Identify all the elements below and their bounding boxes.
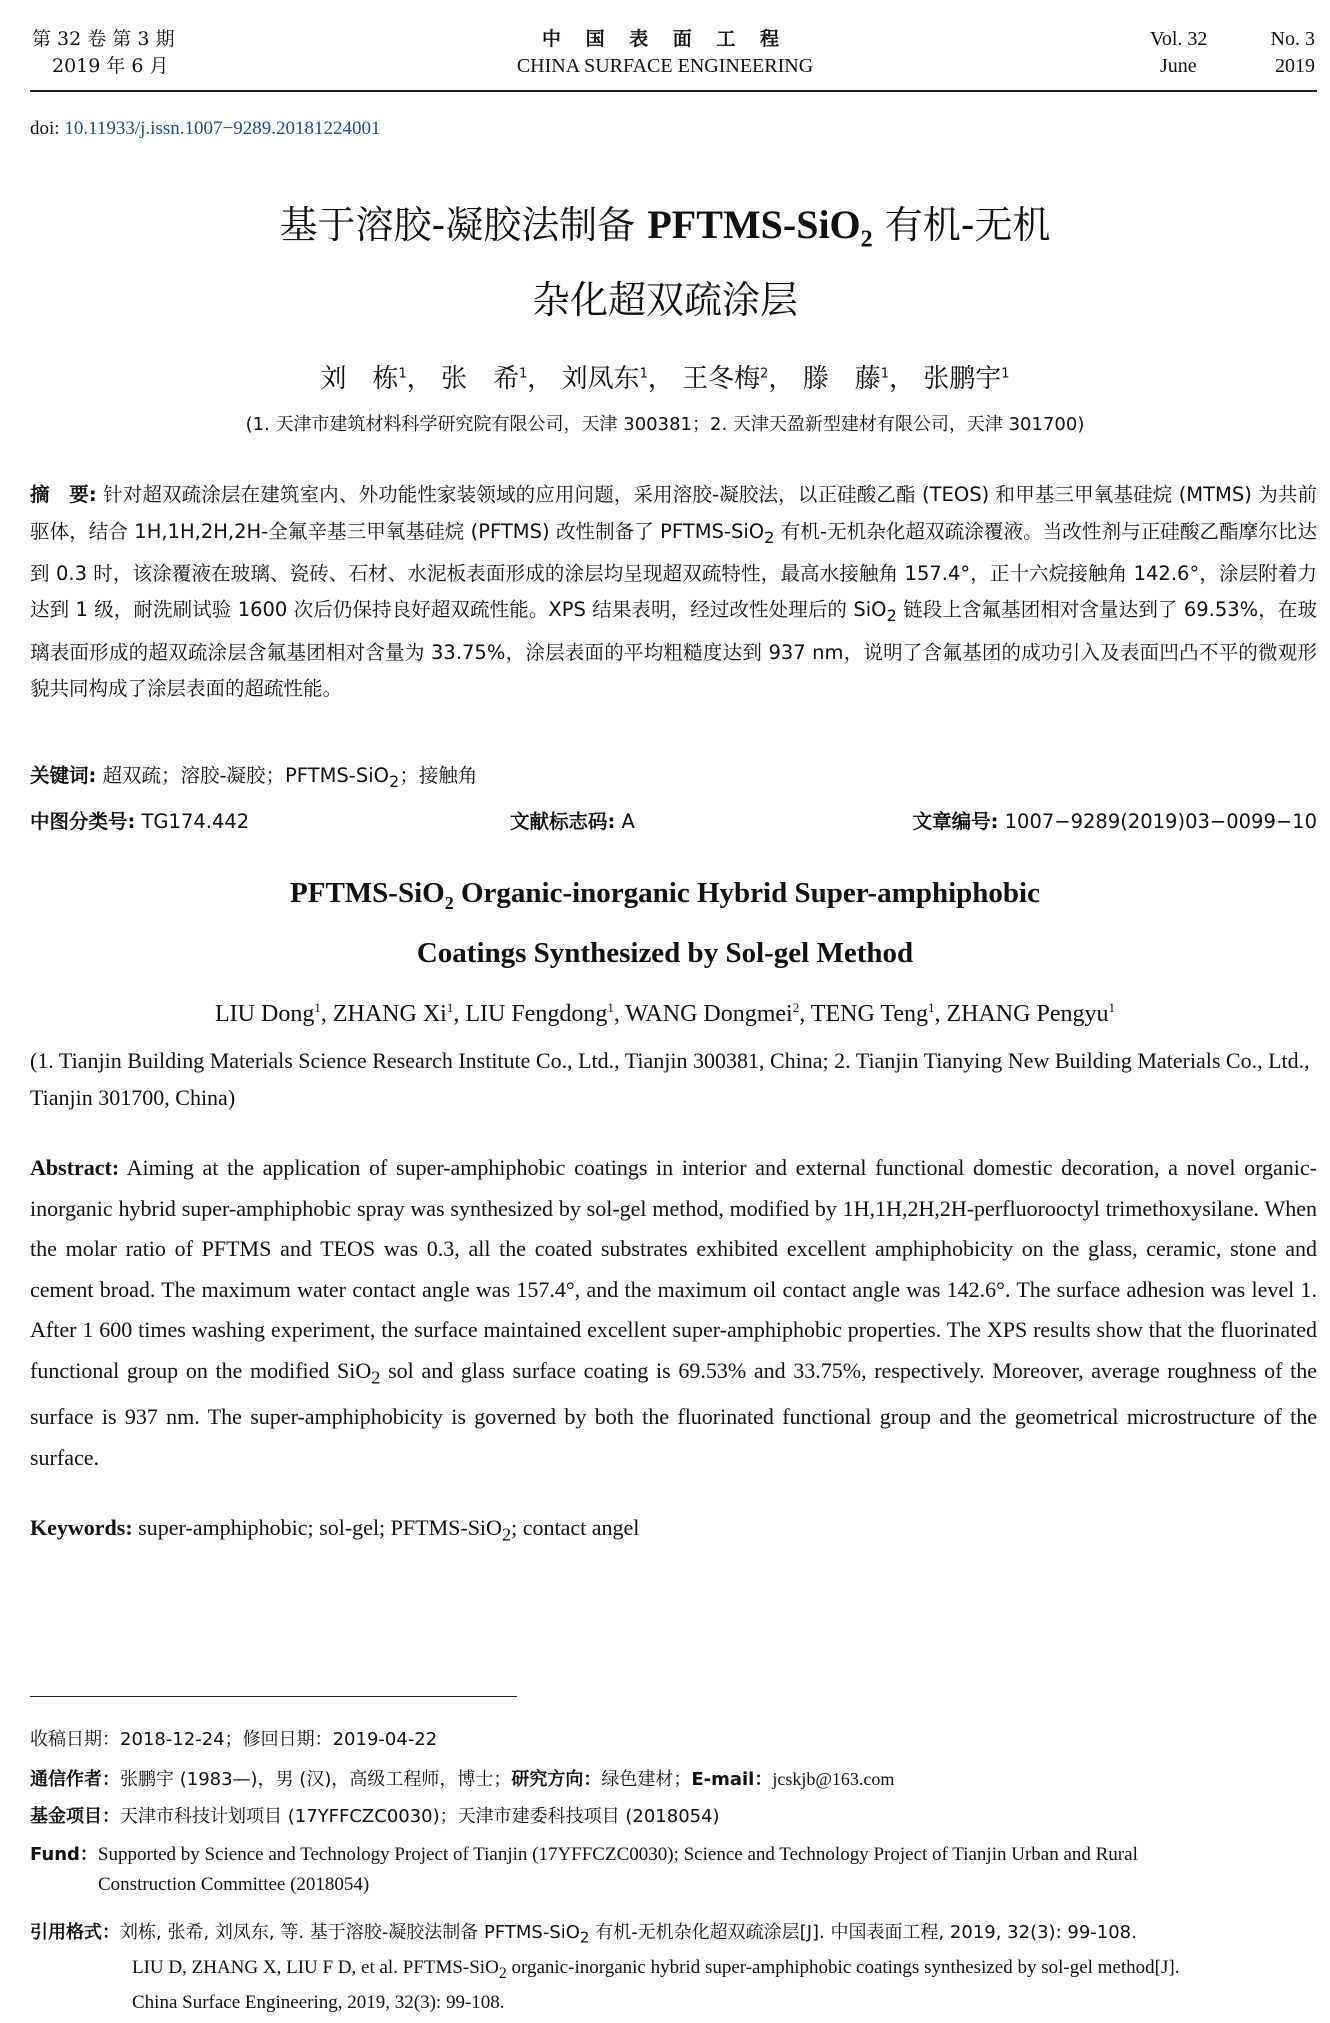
title-cn-latin: PFTMS-SiO bbox=[647, 202, 861, 247]
author-en: WANG Dongmei$^2$ bbox=[625, 1000, 800, 1027]
keywords-cn: 关键词: 超双疏；溶胶-凝胶；PFTMS-SiO$_2$；接触角 bbox=[30, 764, 478, 791]
author-en: ZHANG Pengyu$^1$ bbox=[946, 1000, 1115, 1027]
title-cn-sub: 2 bbox=[860, 226, 873, 253]
vol: Vol. 32 bbox=[1150, 28, 1208, 50]
clc-number: 中图分类号: TG174.442 bbox=[30, 810, 250, 833]
keywords-en-label: Keywords: bbox=[30, 1515, 133, 1540]
affiliation-en: (1. Tianjin Building Materials Science Research Institute Co., Ltd., Tianjin 300381, China; 2. Tianjin Tianying New Building Materials Co., Ltd., Tianjin 301700, China) bbox=[30, 1048, 1310, 1110]
fund-cn: 基金项目：天津市科技计划项目 (17YFFCZC0030)；天津市建委科技项目 (2018054) bbox=[30, 1806, 720, 1827]
authors-cn: 刘 栋$^1$， 张 希$^1$， 刘凤东$^1$， 王冬梅$^2$， 滕 藤$^1$， 张鹏宇$^1$ bbox=[320, 364, 1010, 394]
issue-info bbox=[32, 26, 174, 80]
title-cn-part3: 有机-无机 bbox=[872, 203, 1051, 247]
document-code: 文献标志码: A bbox=[510, 810, 635, 833]
month: June bbox=[1160, 55, 1197, 77]
issue-volume: 第 32 卷 第 3 期 bbox=[32, 28, 175, 50]
author-en: LIU Fengdong$^1$ bbox=[465, 1000, 614, 1027]
journal-name bbox=[400, 26, 930, 80]
author-cn: 滕 藤$^1$ bbox=[802, 364, 889, 394]
header-rule bbox=[30, 90, 1317, 92]
abstract-en: Abstract: Aiming at the application of super-amphiphobic coatings in interior and external functional domestic decoration, a novel organic-inorganic hybrid super-amphiphobic spray was synthesized by sol-gel method, modified by 1H,1H,2H,2H-perfluorooctyl trimethoxysilane. When the molar ratio of PFTMS and TEOS was 0.3, all the coated substrates exhibited excellent amphiphobicity on the glass, ceramic, stone and cement broad. The maximum water contact angle was 157.4°, and the maximum oil contact angle was 142.6°. The surface adhesion was level 1. After 1 600 times washing experiment, the surface maintained excellent super-amphiphobic properties. The XPS results show that the fluorinated functional group on the modified SiO$_2$ sol and glass surface coating is 69.53% and 33.75%, respectively. Moreover, average roughness of the surface is 937 nm. The super-amphiphobicity is governed by both the fluorinated functional group and the geometrical microstructure of the surface. bbox=[30, 1155, 1317, 1470]
doi bbox=[30, 118, 380, 140]
email-link[interactable]: jcskjb@163.com bbox=[772, 1769, 895, 1789]
article-number: 文章编号: 1007−9289(2019)03−0099−10 bbox=[912, 810, 1317, 833]
received-date: 收稿日期：2018-12-24；修回日期：2019-04-22 bbox=[30, 1729, 438, 1750]
author-en: TENG Teng$^1$ bbox=[810, 1000, 935, 1027]
abstract-cn: 摘 要: 针对超双疏涂层在建筑室内、外功能性家装领域的应用问题，采用溶胶-凝胶法，以正硅酸乙酯 (TEOS) 和甲基三甲氧基硅烷 (MTMS) 为共前驱体，结合 1H,1H,2H,2H-全氟辛基三甲氧基硅烷 (PFTMS) 改性制备了 PFTMS-SiO$_2$ 有机-无机杂化超双疏涂覆液。当改性剂与正硅酸乙酯摩尔比达到 0.3 时，该涂覆液在玻璃、瓷砖、石材、水泥板表面形成的涂层均呈现超双疏特性，最高水接触角 157.4°，正十六烷接触角 142.6°，涂层附着力达到 1 级，耐洗刷试验 1600 次后仍保持良好超双疏性能。XPS 结果表明，经过改性处理后的 SiO$_2$ 链段上含氟基团相对含量达到了 69.53%，在玻璃表面形成的超双疏涂层含氟基团相对含量为 33.75%，涂层表面的平均粗糙度达到 937 nm，说明了含氟基团的成功引入及表面凹凸不平的微观形貌共同构成了涂层表面的超疏性能。 bbox=[30, 483, 1317, 701]
author-cn: 张 希$^1$ bbox=[441, 364, 528, 394]
authors-en: LIU Dong$^1$, ZHANG Xi$^1$, LIU Fengdong$^1$, WANG Dongmei$^2$, TENG Teng$^1$, ZHANG Pengyu$^1$ bbox=[215, 1000, 1115, 1027]
title-cn-part1: 基于溶胶-凝胶法制备 bbox=[279, 203, 648, 247]
author-cn: 刘凤东$^1$ bbox=[561, 364, 648, 394]
doi-link[interactable]: 10.11933/j.issn.1007−9289.20181224001 bbox=[64, 118, 381, 139]
citation-format: 引用格式：刘栋, 张希, 刘凤东, 等. 基于溶胶-凝胶法制备 PFTMS-SiO$_2$ 有机-无机杂化超双疏涂层[J]. 中国表面工程, 2019, 32(3): 99-108. LIU D, ZHANG X, LIU F D, et al. PFTMS-SiO$_2$ organic-inorganic hybrid super-amphiphobic coatings synthesized by sol-gel method[J]. China Surface Engineering, 2019, 32(3): 99-108. bbox=[30, 1922, 1180, 2014]
title-cn-line2: 杂化超双疏涂层 bbox=[531, 277, 798, 322]
author-cn: 刘 栋$^1$ bbox=[320, 364, 407, 394]
abstract-en-label: Abstract: bbox=[30, 1155, 120, 1180]
author-en: ZHANG Xi$^1$ bbox=[332, 1000, 454, 1027]
title-en: PFTMS-SiO$_2$ Organic-inorganic Hybrid Super-amphiphobic Coatings Synthesized by Sol-gel Method bbox=[290, 877, 1040, 969]
classification-row bbox=[30, 806, 1317, 834]
author-en: LIU Dong$^1$ bbox=[215, 1000, 321, 1027]
footnote-rule bbox=[30, 1696, 517, 1697]
affiliation-cn: (1. 天津市建筑材料科学研究院有限公司，天津 300381；2. 天津天盈新型建材有限公司，天津 301700) bbox=[245, 414, 1085, 435]
issue-date: 2019 年 6 月 bbox=[52, 55, 169, 77]
keywords-cn-label: 关键词: bbox=[30, 764, 97, 787]
no: No. 3 bbox=[1270, 28, 1315, 50]
keywords-en: Keywords: super-amphiphobic; sol-gel; PFTMS-SiO$_2$; contact angel bbox=[30, 1515, 640, 1545]
corresponding-author: 通信作者：张鹏宇 (1983—)，男 (汉)，高级工程师，博士；研究方向：绿色建材；E-mail：jcskjb@163.com bbox=[30, 1769, 895, 1790]
abstract-cn-label: 摘 要: bbox=[30, 483, 97, 506]
year: 2019 bbox=[1275, 55, 1315, 77]
author-cn: 张鹏宇$^1$ bbox=[923, 364, 1010, 394]
author-cn: 王冬梅$^2$ bbox=[682, 364, 769, 394]
journal-name-en: CHINA SURFACE ENGINEERING bbox=[516, 55, 814, 77]
issue-info-en bbox=[1150, 26, 1315, 80]
title-cn bbox=[0, 195, 1330, 330]
doi-label: doi: bbox=[30, 118, 60, 139]
journal-name-cn: 中 国 表 面 工 程 bbox=[541, 28, 789, 50]
fund-en: Fund：Supported by Science and Technology Project of Tianjin (17YFFCZC0030); Science and Technology Project of Tianjin Urban and Rural Construction Committee (2018054) bbox=[30, 1844, 1138, 1895]
